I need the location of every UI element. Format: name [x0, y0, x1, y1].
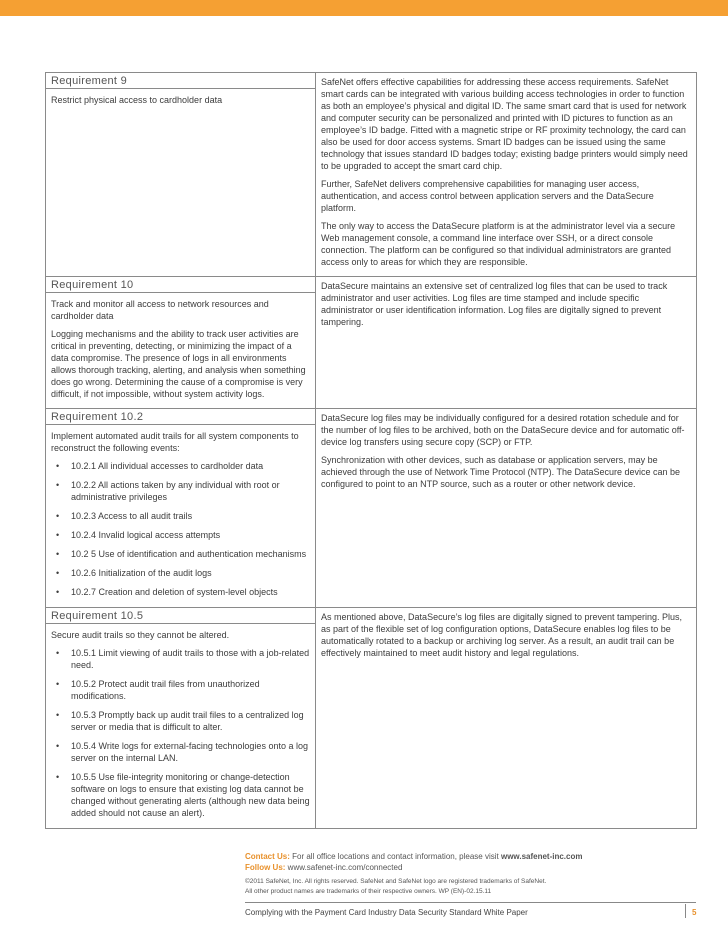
sub-requirement-item: • 10.2 5 Use of identification and authentication mechanisms [51, 548, 310, 560]
safenet-response-cell [316, 608, 697, 829]
sub-requirement-item: • 10.2.6 Initialization of the audit logs [51, 567, 310, 579]
footer-divider [245, 902, 696, 903]
requirement-title: Requirement 10 [51, 279, 134, 291]
safenet-response-paragraph: DataSecure maintains an extensive set of centralized log files that can be used to track administrator and user activities. Log files are time stamped and include specific administrator or user identification information. Log files are digitally signed to prevent tampering. [321, 281, 668, 327]
follow-url-link[interactable]: www.safenet-inc.com/connected [285, 863, 403, 872]
sub-requirement-item: • 10.5.5 Use file-integrity monitoring or change-detection software on logs to ensure that existing log data cannot be changed without generating alerts (although new data being added should not cause an alert). [51, 771, 310, 819]
contact-text: For all office locations and contact information, please visit [289, 852, 501, 861]
requirement-row [46, 73, 697, 277]
requirement-left-cell [46, 277, 316, 409]
sub-requirement-list [51, 647, 310, 819]
sub-requirement-item: • 10.5.1 Limit viewing of audit trails to those with a job-related need. [51, 647, 310, 671]
requirements-table [45, 72, 697, 829]
sub-requirement-item: • 10.5.4 Write logs for external-facing technologies onto a log server on the internal LAN. [51, 740, 310, 764]
contact-url-link[interactable]: www.safenet-inc.com [500, 852, 583, 861]
requirement-title-cell [46, 608, 315, 624]
requirement-left-cell [46, 608, 316, 829]
safenet-response-paragraph: Synchronization with other devices, such as database or application servers, may be achieved through the use of Network Time Protocol (NTP). The DataSecure device can be configured to point to an NTP source, such as a router or other network device. [321, 455, 681, 489]
requirement-description: Implement automated audit trails for all system components to reconstruct the following events: [51, 431, 299, 453]
trademark-text: All other product names are trademarks of their respective owners. WP (EN)-02.15.11 [245, 888, 492, 895]
contact-label: Contact Us: [245, 852, 290, 861]
requirement-description: Logging mechanisms and the ability to track user activities are critical in preventing, detecting, or minimizing the impact of a data compromise. The presence of logs in all environments allows thorough tracking, alerting, and analysis when something does go wrong. Determining the cause of a compromise is very difficult, if not impossible, without system activity logs. [51, 329, 306, 399]
safenet-response-paragraph: SafeNet offers effective capabilities for addressing these access requirements. SafeNet smart cards can be integrated with various building access technologies in order to function as both an employee’s physical and digital ID. The same smart card that is used for network and computer security can be personalized and printed with ID pictures to function as an employee’s ID badge. Fitted with a magnetic stripe or RF proximity technology, the card can also be used for door access systems. Smart ID badges can be issued using the same technology that issues standard ID badges today; existing badge printers would simply need to be upgraded to accept the smart card chip. [321, 77, 688, 171]
page-number: 5 [692, 908, 697, 917]
sub-requirement-list [51, 460, 310, 598]
requirement-row [46, 277, 697, 409]
sub-requirement-item: • 10.2.3 Access to all audit trails [51, 510, 310, 522]
sub-requirement-item: • 10.5.3 Promptly back up audit trail files to a centralized log server or media that is difficult to alter. [51, 709, 310, 733]
requirement-title-cell [46, 73, 315, 89]
requirement-description: Secure audit trails so they cannot be altered. [51, 630, 230, 640]
requirement-title-cell [46, 277, 315, 293]
footer-contact-line [245, 851, 695, 862]
copyright-text: ©2011 SafeNet, Inc. All rights reserved. SafeNet and SafeNet logo are registered trademarks of SafeNet. [245, 878, 547, 885]
requirement-title: Requirement 9 [51, 75, 128, 87]
requirement-row [46, 409, 697, 608]
footer [245, 851, 695, 897]
requirement-left-cell [46, 73, 316, 277]
requirement-row [46, 608, 697, 829]
safenet-response-cell [316, 409, 697, 608]
footer-follow-line [245, 862, 695, 873]
document-title: Complying with the Payment Card Industry Data Security Standard White Paper [245, 908, 528, 917]
requirement-left-cell [46, 409, 316, 608]
sub-requirement-item: • 10.2.4 Invalid logical access attempts [51, 529, 310, 541]
requirement-title-cell [46, 409, 315, 425]
requirement-title: Requirement 10.2 [51, 411, 144, 423]
sub-requirement-item: • 10.2.2 All actions taken by any individual with root or administrative privileges [51, 479, 310, 503]
safenet-response-paragraph: As mentioned above, DataSecure’s log files are digitally signed to prevent tampering. Plus, as part of the flexible set of log configuration options, DataSecure enables log files to be automatically rotated to a backup or archiving log server. As a result, an audit trail can be effectively maintained to meet audit history and legal regulations. [321, 612, 683, 658]
follow-label: Follow Us: [245, 863, 286, 872]
safenet-response-cell [316, 73, 697, 277]
sub-requirement-item: • 10.2.7 Creation and deletion of system-level objects [51, 586, 310, 598]
top-accent-bar [0, 0, 728, 16]
requirement-description: Track and monitor all access to network resources and cardholder data [51, 299, 269, 321]
safenet-response-paragraph: The only way to access the DataSecure platform is at the administrator level via a secure Web management console, a command line interface over SSH, or a direct console connection. The platform can be configured so that individual administrators are granted access only to areas for which they are responsible. [321, 221, 676, 267]
sub-requirement-item: • 10.2.1 All individual accesses to cardholder data [51, 460, 310, 472]
safenet-response-cell [316, 277, 697, 409]
requirement-title: Requirement 10.5 [51, 610, 144, 622]
sub-requirement-item: • 10.5.2 Protect audit trail files from unauthorized modifications. [51, 678, 310, 702]
requirement-description: Restrict physical access to cardholder data [51, 95, 223, 105]
safenet-response-paragraph: Further, SafeNet delivers comprehensive capabilities for managing user access, authentication, and access control between application servers and the DataSecure platform. [321, 179, 654, 213]
safenet-response-paragraph: DataSecure log files may be individually configured for a desired rotation schedule and for the number of log files to be archived, both on the DataSecure device and for automatic off-device log transfers using secure copy (SCP) or FTP. [321, 413, 685, 447]
